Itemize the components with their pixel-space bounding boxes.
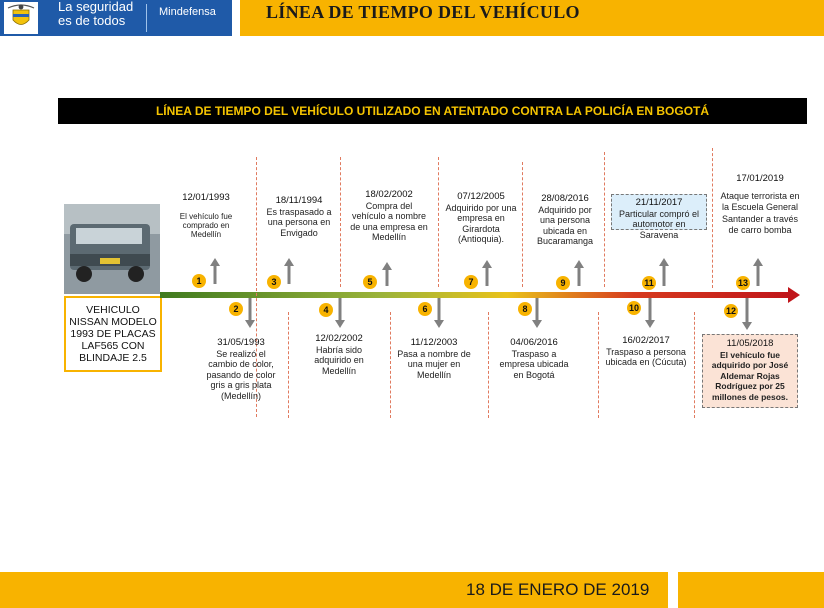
event-1 bbox=[168, 193, 244, 239]
event-date: 07/12/2005 bbox=[457, 191, 505, 202]
timeline-separator bbox=[604, 152, 605, 287]
footer-date: 18 DE ENERO DE 2019 bbox=[466, 580, 650, 599]
event-date: 21/11/2017 bbox=[635, 197, 683, 208]
timeline-separator bbox=[288, 312, 289, 418]
event-badge: 5 bbox=[363, 275, 377, 289]
event-date: 18/02/2002 bbox=[365, 189, 413, 200]
event-9 bbox=[530, 194, 600, 247]
event-2 bbox=[202, 338, 280, 401]
event-5 bbox=[350, 190, 428, 243]
event-7 bbox=[442, 192, 520, 245]
event-date: 16/02/2017 bbox=[622, 335, 670, 346]
event-text: Adquirido por una empresa en Girardota (Antioquia). bbox=[445, 202, 517, 244]
event-badge: 8 bbox=[518, 302, 532, 316]
arrow-down-icon bbox=[245, 298, 255, 328]
arrow-up-icon bbox=[574, 260, 584, 286]
event-text: Traspaso a persona ubicada en (Cúcuta) bbox=[605, 346, 687, 367]
timeline-separator bbox=[694, 312, 695, 418]
event-date: 12/02/2002 bbox=[315, 333, 363, 344]
page-title: LÍNEA DE TIEMPO DEL VEHÍCULO bbox=[266, 2, 580, 22]
vehicle-photo bbox=[64, 204, 160, 294]
event-13 bbox=[720, 174, 800, 237]
event-12 bbox=[702, 334, 798, 408]
event-badge: 1 bbox=[192, 274, 206, 288]
event-text: Particular compró el automotor en Saravena bbox=[618, 208, 700, 240]
event-4 bbox=[302, 334, 376, 376]
arrow-up-icon bbox=[482, 260, 492, 286]
arrow-up-icon bbox=[284, 258, 294, 284]
event-text: Habría sido adquirido en Medellín bbox=[314, 344, 364, 376]
arrow-down-icon bbox=[532, 298, 542, 328]
event-3 bbox=[262, 196, 336, 238]
arrow-down-icon bbox=[742, 298, 752, 330]
event-badge: 4 bbox=[319, 303, 333, 317]
event-text: Adquirido por una persona ubicada en Bucaramanga bbox=[536, 204, 594, 246]
event-11 bbox=[611, 194, 707, 240]
footer-bar bbox=[0, 572, 824, 608]
event-date: 17/01/2019 bbox=[736, 173, 784, 184]
event-text: Traspaso a empresa ubicada en Bogotá bbox=[499, 348, 569, 380]
event-text: Ataque terrorista en la Escuela General Santander a través de carro bomba bbox=[720, 190, 800, 235]
timeline-separator bbox=[438, 157, 439, 287]
arrow-down-icon bbox=[645, 298, 655, 328]
footer-divider bbox=[668, 572, 678, 608]
event-date: 11/12/2003 bbox=[410, 337, 458, 348]
brand-divider bbox=[146, 4, 147, 32]
event-badge: 13 bbox=[737, 278, 748, 288]
event-text: Se realizó el cambio de color, pasando de color gris a gris plata (Medellín) bbox=[206, 348, 276, 401]
brand-line1: La seguridad bbox=[58, 0, 134, 14]
banner-title: LÍNEA DE TIEMPO DEL VEHÍCULO UTILIZADO EN ATENTADO CONTRA LA POLICÍA EN BOGOTÁ bbox=[155, 104, 710, 118]
event-badge: 11 bbox=[642, 276, 656, 290]
event-text: Pasa a nombre de una mujer en Medellín bbox=[397, 348, 471, 380]
event-date: 18/11/1994 bbox=[275, 195, 323, 206]
event-text: El vehículo fue comprado en Medellín bbox=[179, 211, 233, 239]
event-date: 11/05/2018 bbox=[726, 338, 774, 349]
timeline-separator bbox=[598, 312, 599, 418]
arrow-up-icon bbox=[382, 262, 392, 286]
arrow-down-icon bbox=[335, 298, 345, 328]
event-badge: 6 bbox=[418, 302, 432, 316]
arrow-up-icon bbox=[210, 258, 220, 284]
event-text: Es traspasado a una persona en Envigado bbox=[266, 206, 332, 238]
brand-line2: es de todos bbox=[58, 13, 126, 28]
timeline-separator bbox=[340, 157, 341, 287]
coat-of-arms-icon bbox=[4, 2, 38, 34]
event-badge: 10 bbox=[628, 303, 639, 313]
timeline-separator bbox=[390, 312, 391, 418]
event-date: 31/05/1993 bbox=[217, 337, 265, 348]
event-text: El vehículo fue adquirido por José Aldemar Rojas Rodríguez por 25 millones de pesos. bbox=[711, 349, 789, 402]
event-10 bbox=[604, 336, 688, 368]
event-badge: 9 bbox=[556, 276, 570, 290]
event-6 bbox=[396, 338, 472, 380]
arrow-up-icon bbox=[659, 258, 669, 286]
timeline-separator bbox=[488, 312, 489, 418]
event-text: Compra del vehículo a nombre de una empresa en Medellín bbox=[350, 200, 428, 242]
arrow-up-icon bbox=[753, 258, 763, 286]
event-8 bbox=[494, 338, 574, 380]
vehicle-description-box: VEHICULO NISSAN MODELO 1993 DE PLACAS LAF565 CON BLINDAJE 2.5 bbox=[64, 296, 162, 372]
ministry-label: Mindefensa bbox=[159, 6, 216, 18]
timeline-separator bbox=[522, 162, 523, 287]
event-badge: 7 bbox=[464, 275, 478, 289]
arrow-down-icon bbox=[434, 298, 444, 328]
event-date: 12/01/1993 bbox=[182, 192, 230, 203]
event-date: 04/06/2016 bbox=[510, 337, 558, 348]
event-badge: 12 bbox=[725, 306, 736, 316]
event-badge: 3 bbox=[267, 275, 281, 289]
event-badge: 2 bbox=[229, 302, 243, 316]
event-date: 28/08/2016 bbox=[541, 193, 589, 204]
timeline-separator bbox=[712, 148, 713, 288]
